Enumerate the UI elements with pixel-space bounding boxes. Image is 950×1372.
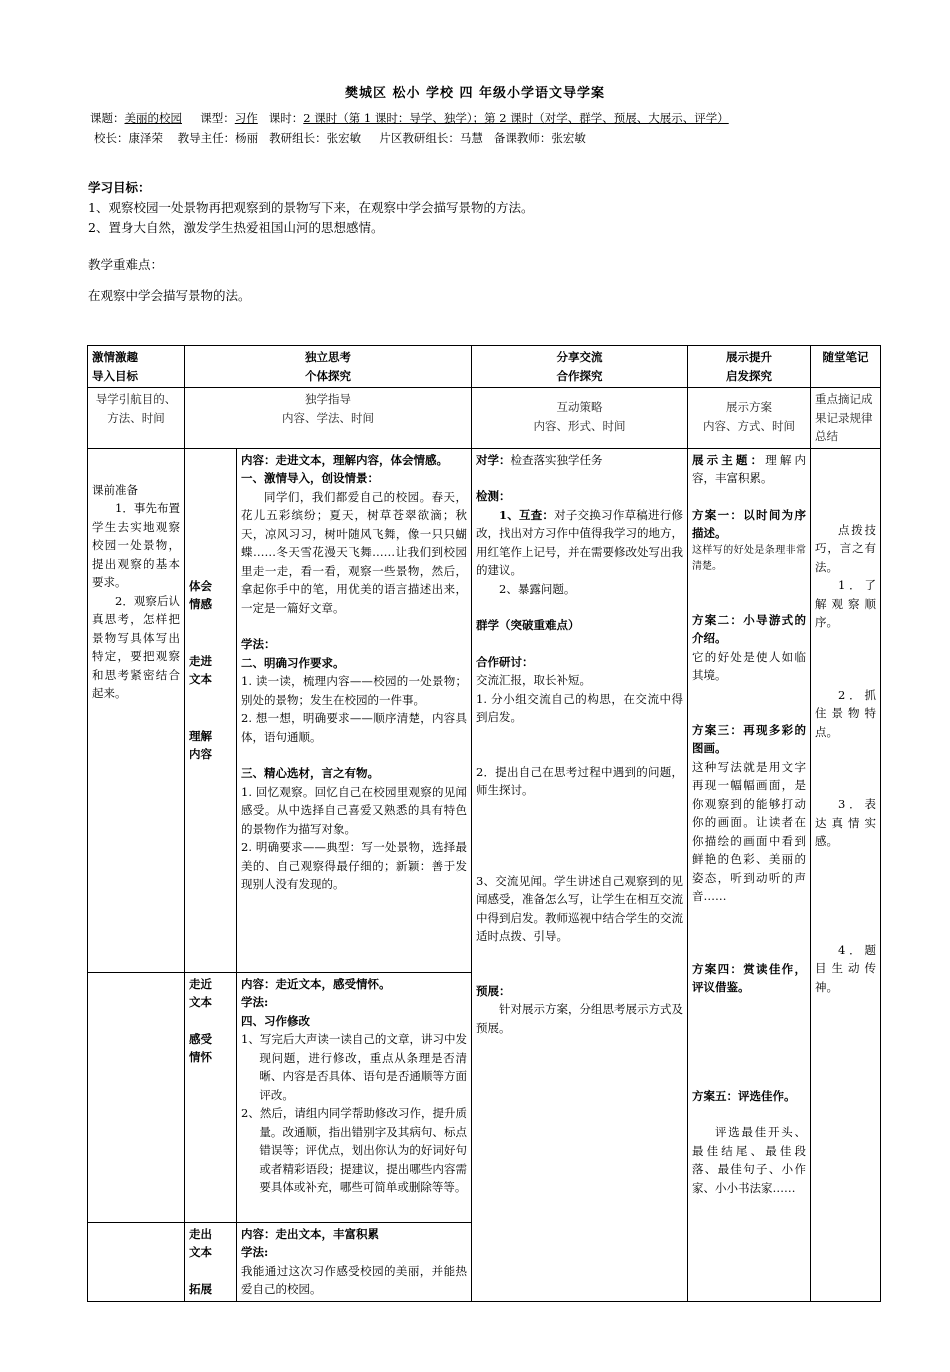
notes-cell: 点拨技巧，言之有法。 1．了解观察顺序。 2．抓住景物特点。 3．表达真情实感。 4．题目生动传神。: [811, 448, 881, 1301]
meta-line-1: [90, 110, 729, 126]
subheader-row: [88, 388, 881, 449]
keypoints-text: 在观察中学会描写景物的法。: [88, 288, 251, 303]
sub-c5: 重点摘记成果记录规律总结: [811, 388, 881, 449]
prep-item: 1．事先布置学生去实地观察校园一处景物，提出观察的基本要求。: [92, 501, 180, 589]
prep-item: 2．观察后认真思考，怎样把景物写具体写出特定，要把观察和思考紧密结合起来。: [92, 593, 180, 700]
cooperate-cell: 对学：检查落实独学任务 检测： 1、互查：对子交换习作草稿进行修改，找出对方习作中值得我学习的地方，用红笔作上记号，并在需要修改处写出我的建议。 2、暴露问题。 群学（突破重难点） 合作研讨： 交流汇报，取长补短。 1. 分小组交流自己的构思，在交流中得到启发。 2．提出自己在思考过程中遇到的问题，师生探讨。 3、交流见闻。学生讲述自己观察到的见闻感受，准备怎么写，让学生在相互交流中得到启发。教师巡视中结合学生的交流适时点拨、引导。 预展： 针对展示方案，分组思考展示方式及预展。: [472, 448, 688, 1301]
sub-c2: 独学指导 内容、学法、时间: [185, 388, 472, 449]
part3-cell: 内容：走出文本，丰富积累 学法: 我能通过这次习作感受校园的美丽，并能热爱自己的校园。: [237, 1222, 472, 1301]
show-cell: 展示主题：理解内容，丰富积累。 方案一：以时间为序描述。 这样写的好处是条理非常清楚。 方案二：小导游式的介绍。 它的好处是使人如临其境。 方案三：再现多彩的图画。 这种写法就是用文字再现一幅幅画面，是你观察到的能够打动你的画面。让读者在你描绘的画面中看到鲜艳的色彩、美丽的姿态，听到动听的声音…… 方案四：赏读佳作，评议借鉴。 方案五：评选佳作。 评选最佳开头、最佳结尾、最佳段落、最佳句子、小作家、小小书法家……: [688, 448, 811, 1301]
objectives: [88, 178, 533, 238]
side-label-3: 走出 文本 拓展: [185, 1222, 237, 1301]
staff-line: 校长：康泽荣 教导主任：杨丽 教研组长：张宏敏 片区教研组长：马慧 备课教师：张宏敏: [94, 131, 586, 145]
header-c2: 独立思考 个体探究: [185, 346, 472, 388]
hours-value: 2 课时（第 1 课时：导学、独学）；第 2 课时（对学、群学、预展、大展示、评学）: [303, 111, 729, 125]
objective-item: 2、置身大自然，激发学生热爱祖国山河的思想感情。: [88, 220, 384, 235]
header-c1: 激情激趣 导入目标: [88, 346, 185, 388]
lesson-plan-table: [87, 345, 881, 1302]
keypoints-heading: 教学重难点：: [88, 257, 164, 272]
page-title: 樊城区 松小 学校 四 年级小学语文导学案: [344, 86, 606, 101]
header-c3: 分享交流 合作探究: [472, 346, 688, 388]
sub-c4: 展示方案 内容、方式、时间: [688, 388, 811, 449]
blank-cell: [88, 1222, 185, 1301]
topic-label: 课题：: [90, 111, 125, 125]
type-value: 习作: [234, 111, 258, 125]
blank-cell: [88, 972, 185, 1222]
header-row: [88, 346, 881, 388]
header-c5: 随堂笔记: [811, 346, 881, 388]
side-label-1: 体会 情感 走进 文本 理解 内容: [185, 448, 237, 972]
sub-c1: 导学引航目的、方法、时间: [88, 388, 185, 449]
header-c4: 展示提升 启发探究: [688, 346, 811, 388]
hours-label: 课时：: [268, 111, 304, 125]
sub-c3: 互动策略 内容、形式、时间: [472, 388, 688, 449]
prep-cell: [88, 448, 185, 972]
side-label-2: 走近 文本 感受 情怀: [185, 972, 237, 1222]
prep-title: 课前准备: [92, 482, 138, 497]
objective-item: 1、观察校园一处景物再把观察到的景物写下来，在观察中学会描写景物的方法。: [88, 200, 534, 215]
topic-value: 美丽的校园: [124, 111, 182, 125]
objectives-heading: 学习目标：: [88, 180, 151, 195]
part2-cell: 内容：走近文本，感受情怀。 学法: 四、习作修改 1、写完后大声读一读自己的文章，讲习中发现问题，进行修改，重点从条理是否清晰、内容是否具体、语句是否通顺等方面评改。 2、然后，请组内同学帮助修改习作，提升质量。改通顺，指出错别字及其病句、标点错误等；评优点，划出你认为的好词好句或者精彩语段；提建议，提出哪些内容需要具体或补充，哪些可简单或删除等等。: [237, 972, 472, 1222]
content-row-1: [88, 448, 881, 972]
part1-cell: 内容：走进文本，理解内容，体会情感。 一、激情导入，创设情景： 同学们，我们都爱自己的校园。春天，花儿五彩缤纷；夏天，树草苍翠欲滴；秋天，凉风习习，树叶随风飞舞，像一只只蝴蝶……冬天雪花漫天飞舞……让我们到校园里走一走，看一看，观察一些景物，然后，拿起你手中的笔，用优美的语言描述出来，一定是一篇好文章。 学法： 二、明确习作要求。 1. 读一读，梳理内容——校园的一处景物；别处的景物；发生在校园的一件事。 2. 想一想，明确要求——顺序清楚，内容具体，语句通顺。 三、精心选材，言之有物。 1. 回忆观察。回忆自己在校园里观察的见闻感受。从中选择自己喜爱又熟悉的具有特色的景物作为描写对象。 2. 明确要求——典型：写一处景物，选择最美的、自己观察得最仔细的；新颖：善于发现别人没有发现的。: [237, 448, 472, 972]
type-label: 课型：: [200, 111, 235, 125]
